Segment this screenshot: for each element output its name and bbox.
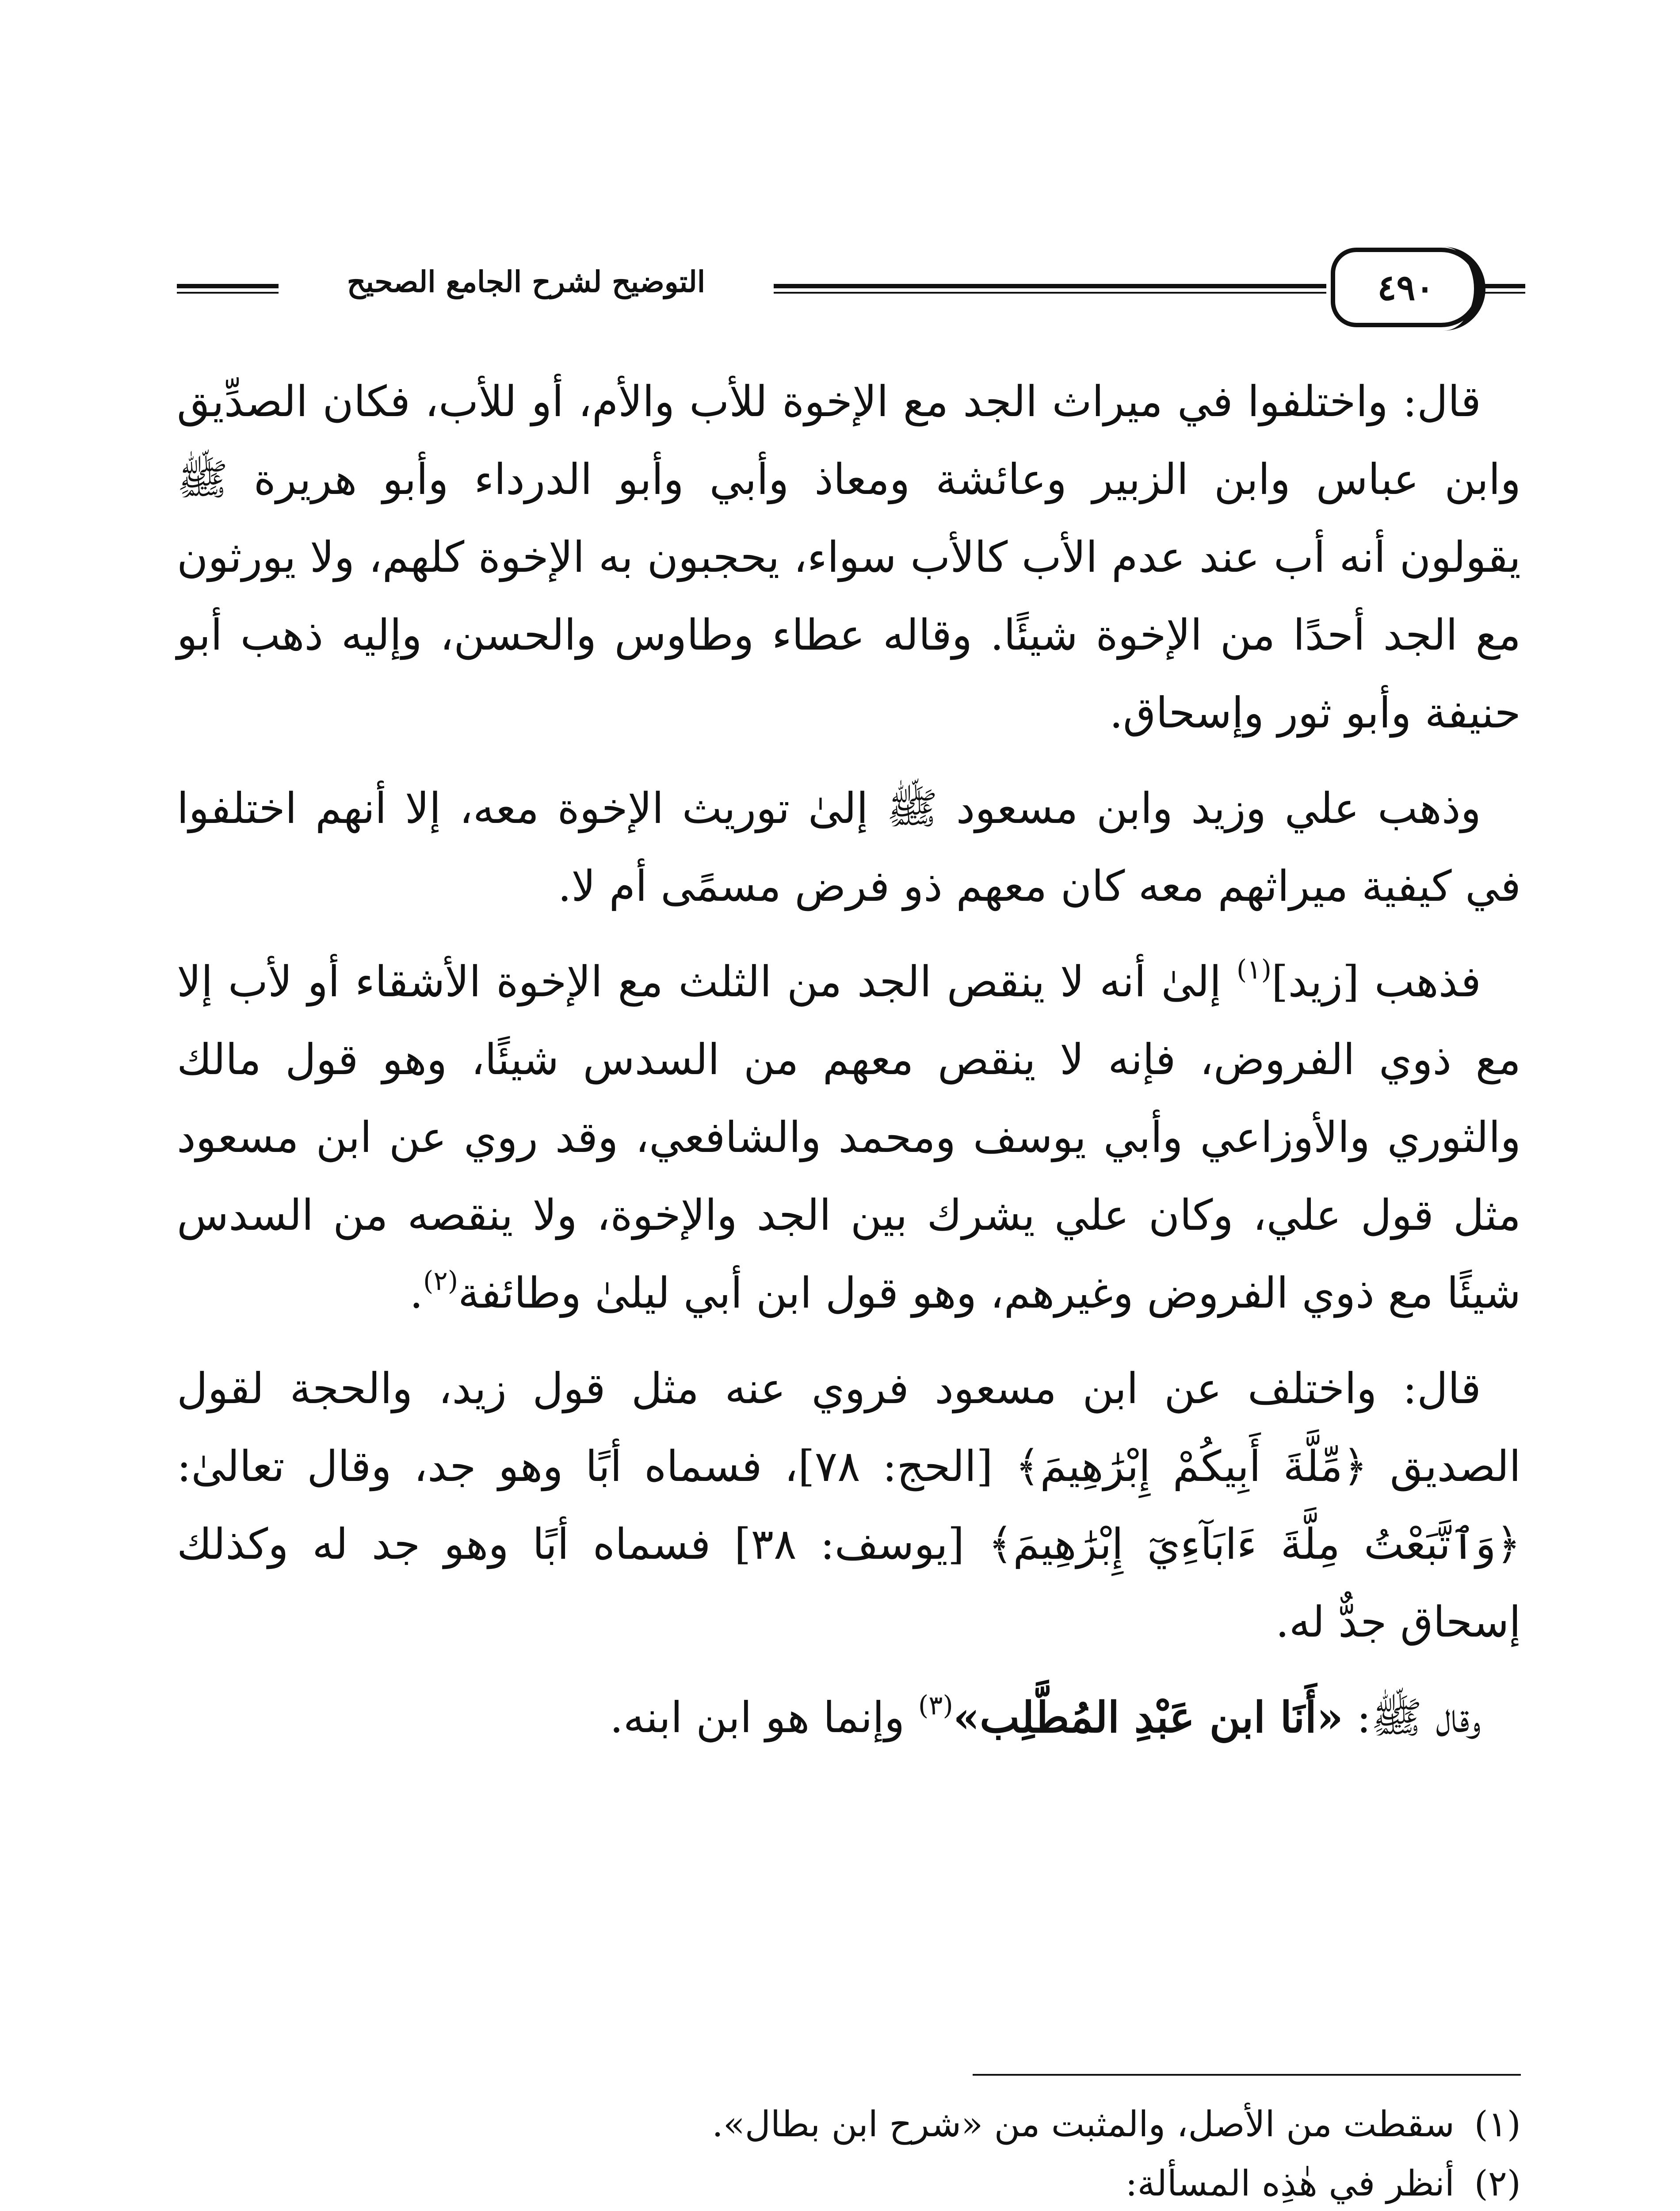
paragraph-text: وذهب علي وزيد وابن مسعود ﷺ إلىٰ توريث الإخوة معه، إلا أنهم اختلفوا في كيفية ميراثهم معه كان معهم ذو فرض مسمًى أم لا. <box>177 784 1521 911</box>
footnote-ref-2[interactable]: (٢) <box>423 1266 458 1297</box>
paragraph-text: [يوسف: ٣٨] فسماه أبًا وهو جد له وكذلك إسحاق جدٌّ له. <box>177 1519 1521 1647</box>
page-number: ٤٩٠ <box>1377 267 1435 308</box>
paragraph-text: قال: واختلف عن ابن مسعود فروي عنه مثل قول زيد، والحجة لقول الصديق <box>177 1364 1521 1491</box>
paragraph-text: وقال ﷺ: <box>1343 1693 1481 1742</box>
running-title: التوضيح لشرح الجامع الصحيح <box>347 264 706 299</box>
quran-verse: ﴿وَٱتَّبَعْتُ مِلَّةَ ءَابَآءِيٓ إِبْرَٰهِيمَ﴾ <box>988 1519 1521 1569</box>
paragraph-text: فذهب [زيد] <box>1271 957 1481 1006</box>
footnote-ref-1[interactable]: (١) <box>1236 954 1271 985</box>
paragraph-text: قال: واختلفوا في ميراث الجد مع الإخوة للأب والأم، أو للأب، فكان الصدِّيق وابن عباس وابن الزبير وعائشة ومعاذ وأبي وأبو الدرداء وأبو هريرة ﷺ يقولون أنه أب عند عدم الأب كالأب سواء، يحجبون به الإخوة كلهم، ولا يورثون مع الجد أحدًا من الإخوة شيئًا. وقاله عطاء وطاوس والحسن، وإليه ذهب أبو حنيفة وأبو ثور وإسحاق. <box>177 377 1521 738</box>
paragraph-1 <box>177 363 1521 752</box>
footnote-1 <box>177 2096 1521 2153</box>
footnote-ref-3[interactable]: (٣) <box>918 1690 953 1721</box>
hadith-quote: «أَنَا ابن عَبْدِ المُطَّلِب» <box>953 1692 1344 1742</box>
paragraph-5 <box>177 1679 1521 1756</box>
footnote-separator <box>973 2074 1521 2076</box>
footnote-line: أنظر في هٰذِه المسألة: <box>1125 2163 1455 2204</box>
footnotes <box>177 2096 1521 2211</box>
paragraph-end: . <box>409 1268 424 1318</box>
quran-verse: ﴿مِّلَّةَ أَبِيكُمْ إِبْرَٰهِيمَ﴾ <box>1015 1442 1368 1491</box>
footnote-2 <box>177 2155 1521 2211</box>
header-rule-middle <box>774 284 1326 294</box>
page-number-ornament <box>1331 248 1481 327</box>
paragraph-text: [الحج: ٧٨]، فسماه أبًا وهو جد، وقال تعالىٰ: <box>177 1442 1016 1491</box>
ornament-arc-icon <box>1437 247 1485 331</box>
header-rule-left <box>177 284 279 294</box>
paragraph-4 <box>177 1350 1521 1661</box>
header-rule-right <box>1481 284 1525 294</box>
footnote-line: سقطت من الأصل، والمثبت من «شرح ابن بطال». <box>712 2104 1455 2145</box>
footnote-number: (١) <box>1474 2104 1521 2145</box>
footnote-number: (٢) <box>1474 2163 1521 2204</box>
paragraph-2 <box>177 769 1521 925</box>
main-text <box>177 363 1521 1756</box>
paragraph-text: إلىٰ أنه لا ينقص الجد من الثلث مع الإخوة الأشقاء أو لأب إلا مع ذوي الفروض، فإنه لا ينقص معهم من السدس شيئًا، وهو قول مالك والثوري والأوزاعي وأبي يوسف ومحمد والشافعي، وقد روي عن ابن مسعود مثل قول علي، وكان علي يشرك بين الجد والإخوة، ولا ينقصه من السدس شيئًا مع ذوي الفروض وغيرهم، وهو قول ابن أبي ليلىٰ وطائفة <box>177 957 1521 1318</box>
paragraph-3 <box>177 943 1521 1332</box>
running-header <box>177 248 1525 332</box>
paragraph-text: وإنما هو ابن ابنه. <box>610 1693 918 1742</box>
